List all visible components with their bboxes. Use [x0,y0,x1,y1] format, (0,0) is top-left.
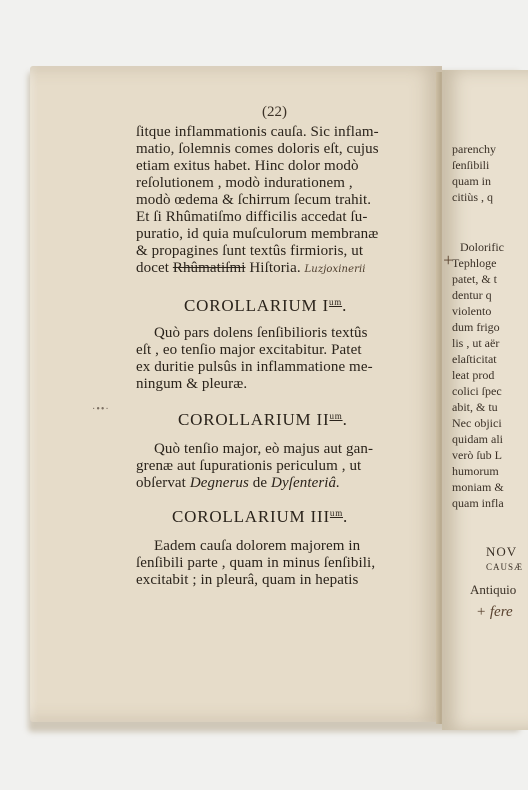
right-heading: NOV [486,544,518,559]
right-line: humorum [452,464,499,478]
text-line: reſolutionem , modò indurationem , [136,175,353,191]
right-line: leat prod [452,368,495,382]
right-subheading: CAUSÆ [486,562,524,572]
right-line: quidam ali [452,432,503,446]
right-line: elaſticitat [452,352,497,366]
text-line: obſervat Degnerus de Dyſenteriâ. [136,475,341,491]
right-line: Antiquio [470,582,517,597]
margin-mark: ·••· [92,404,110,415]
right-line: Tephloge [452,256,497,270]
text-line: ſenſibili parte , quam in minus ſenſibili, [136,555,376,571]
text-line: ſitque inflammationis cauſa. Sic inflam- [136,124,379,140]
right-page [442,70,528,730]
text-line: Eadem cauſa dolorem majorem in [154,538,361,554]
text-line: eſt , eo tenſio major excitabitur. Patet [136,342,362,358]
right-line: parenchy [452,142,496,156]
work-title: Dyſenteriâ. [271,475,341,491]
right-line: dentur q [452,288,492,302]
text-line: Quò tenſio major, eò majus aut gan- [154,441,374,457]
text-line: puratio, id quia muſculorum membranæ [136,226,379,242]
right-line: violento [452,304,492,318]
right-line: quam in [452,174,491,188]
right-line: moniam & [452,480,504,494]
right-line: Dolorific [460,240,504,254]
text-word: docet [136,260,169,276]
handwritten-note: Luzjoxinerii [304,264,366,275]
author-name: Degnerus [189,475,249,491]
right-line: citiùs , q [452,190,493,204]
text-line: & propagines ſunt textûs firmioris, ut [136,243,364,259]
text-line: Quò pars dolens ſenſibilioris textûs [154,325,368,341]
text-line: etiam exitus habet. Hinc dolor modò [136,158,359,174]
text-line: ex duritie pulsûs in inflammatione me- [136,359,373,375]
text-line [136,260,366,278]
corollary-heading: COROLLARIUM $II^{um}$. [178,410,348,429]
right-line: lis , ut aër [452,336,500,350]
right-line: abit, & tu [452,400,498,414]
page-number: (22) [262,104,287,120]
text-line: ningum & pleuræ. [136,376,248,392]
right-line: dum frigo [452,320,500,334]
text-line: grenæ aut ſupurationis periculum , ut [136,458,362,474]
text-line: modò œdema & ſchirrum ſecum trahit. [136,192,372,208]
right-line: Nec objici [452,416,502,430]
right-line: ſenſibili [452,158,490,172]
handwritten-note-right: + fere [476,604,513,620]
right-line: quam infla [452,496,504,510]
text-word: Hiſtoria. [249,260,301,276]
right-line: colici ſpec [452,384,502,398]
right-line: verò ſub L [452,448,502,462]
struck-word: Rhûmatiſmi [172,260,246,276]
text-line: Et ſi Rhûmatiſmo difficilis accedat ſu- [136,209,368,225]
right-line: patet, & t [452,272,497,286]
handwritten-plus: + [442,250,455,270]
corollary-heading: COROLLARIUM $I^{um}$. [184,296,348,315]
text-line: excitabit ; in pleurâ, quam in hepatis [136,572,359,588]
corollary-heading: COROLLARIUM $III^{um}$. [172,507,349,526]
text-line: matio, ſolemnis comes doloris eſt, cujus [136,141,379,157]
